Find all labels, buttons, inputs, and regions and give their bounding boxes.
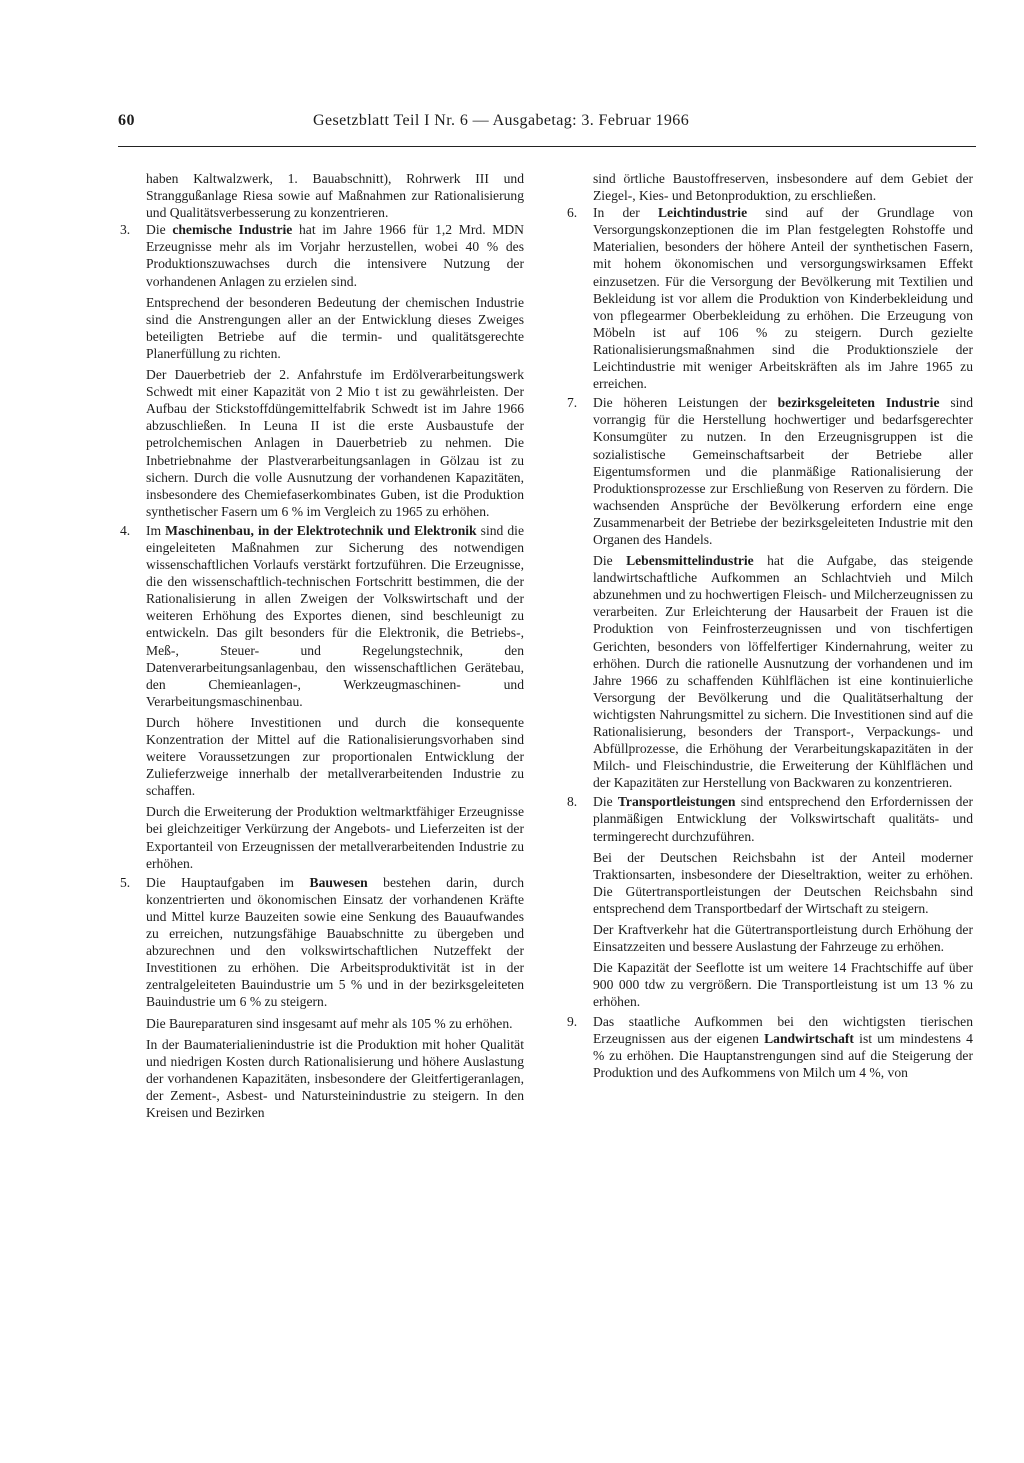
text: sind auf der Grundlage von Versorgungskonzeptionen die im Plan festgelegten Rohstoffe und Materialien, besonders der höhere Anteil der synthetischen Fasern, mit hohem ökonomischen und versorgungswirksamen Effekt einzusetzen. Für die Versorgung der Bevölkerung mit Textilien und Bekleidung ist vor allem die Produktion von Kinderbekleidung und von pflegearmer Oberbekleidung zu erhöhen. Die Erzeugung von Möbeln ist auf 106 % zu steigern. Durch gezielte Rationalisierungsmaßnahmen sind die Produktionsziele der Leichtindustrie mit weniger Arbeitskräften als im Jahre 1965 zu erreichen. [593,205,973,392]
right-column [567,170,973,1083]
section-4 [120,522,524,872]
text: Die Hauptaufgaben im [146,874,310,890]
section-number: 8. [567,794,578,810]
text: Im [146,522,166,538]
section-8-paragraph-2: Bei der Deutschen Reichsbahn ist der Anteil moderner Traktionsarten, insbesondere der Dieseltraktion, weiter zu erhöhen. Die Gütertransportleistungen der Deutschen Reichsbahn sind entsprechend dem Transportbedarf der Wirtschaft zu steigern. [593,849,973,916]
section-number: 4. [120,522,131,538]
section-7-keyword: bezirksgeleiteten Industrie [777,395,940,411]
section-7-paragraph-2 [593,552,973,791]
section-4-lead [146,522,524,710]
section-8-paragraph-4: Die Kapazität der Seeflotte ist um weitere 14 Frachtschiffe auf über 900 000 tdw zu vergrößern. Die Transportleistung ist um 13 % zu erhöhen. [593,960,973,1010]
section-5-paragraph-2: Die Baureparaturen sind insgesamt auf mehr als 105 % zu erhöhen. [146,1015,513,1031]
section-3-lead [146,221,524,289]
section-9-lead [593,1013,973,1081]
section-3 [120,221,524,520]
section-5-keyword: Bauwesen [309,874,368,890]
section-5 [120,874,524,1121]
section-number: 6. [567,205,578,221]
text: Das staatliche Aufkommen bei den wichtigsten tierischen Erzeugnissen aus der eigenen [593,1013,973,1046]
section-8-lead [593,793,973,844]
text: sind entsprechend den Erfordernissen der planmäßigen Entwicklung der Volkswirtschaft qualitäts- und termingerecht durchzuführen. [593,794,974,844]
section-4-paragraph-2: Durch höhere Investitionen und durch die konsequente Konzentration der Mittel auf die Rationalisierungsvorhaben sind weitere Voraussetzungen zur proportionalen Entwicklung der Zulieferzweige innerhalb der metallverarbeitenden Industrie zu schaffen. [146,714,524,799]
section-3-keyword: chemische Industrie [172,222,293,238]
header-rule [118,146,976,147]
text: bestehen darin, durch konzentrierten und ökonomischen Einsatz der vorhandenen Kräfte und Mittel kurze Bauzeiten sowie eine Senkung des Bauaufwandes zu erreichen, nutzungsfähige Bauabschnitte zu übergeben und abzurechnen und den volkswirtschaftlichen Nutzeffekt der Investitionen zu erhöhen. Die Arbeitsproduktivität ist in der zentralgeleiteten Bauindustrie um 5 % und in der bezirksgeleiteten Bauindustrie um 6 % zu steigern. [146,874,524,1010]
section-9 [567,1013,973,1081]
section-5-paragraph-3: In der Baumaterialienindustrie ist die Produktion mit hoher Qualität und niedrigen Kosten durch Rationalisierung und höhere Auslastung der vorhandenen Kapazitäten, insbesondere der Gleitfertigeranlagen, der Zement-, Asbest- und Natursteinindustrie zu steigern. In den Kreisen und Bezirken [146,1036,524,1120]
right-intro-paragraph: sind örtliche Baustoffreserven, insbesondere auf dem Gebiet der Ziegel-, Kies- und Betonproduktion, zu erschließen. [593,171,973,204]
section-number: 3. [120,222,131,238]
page-header [118,112,976,146]
left-intro-paragraph: haben Kaltwalzwerk, 1. Bauabschnitt), Rohrwerk III und Stranggußanlage Riesa sowie auf Maßnahmen zur Rationalisierung und Qualitätsverbesserung zu konzentrieren. [146,171,524,221]
text: hat die Aufgabe, das steigende landwirtschaftliche Aufkommen an Schlachtvieh und Milch abzunehmen und zu hochwertigen Fleisch- und Milcherzeugnissen zu verarbeiten. Zur Erleichterung der Hausarbeit der Frauen ist die Produktion von Feinfrosterzeugnissen und von tischfertigen Gerichten, besonders von löffelfertiger Kindernahrung, weiter zu erhöhen. Durch die rationelle Ausnutzung der vorhandenen und im Jahre 1966 zu schaffenden Kühlflächen ist eine kontinuierliche Versorgung der Bevölkerung und die Qualitätserhaltung der wichtigsten Nahrungsmittel zu sichern. Die Investitionen sind auf die Rationalisierung, besonders der Transport-, Verpackungs- und Abfüllprozesse, die Erhöhung der Verarbeitungskapazitäten in der Milch- und Fleischindustrie, die Erweiterung der Kühlflächen und der Kapazitäten zur Herstellung von Backwaren zu konzentrieren. [593,553,973,791]
section-number: 7. [567,395,578,411]
section-6-keyword: Leichtindustrie [657,205,748,221]
section-9-keyword: Landwirtschaft [764,1030,854,1046]
left-column [120,170,524,1123]
section-8-keyword: Transportleistungen [617,794,736,810]
section-7-keyword-2: Lebensmittelindustrie [626,553,754,569]
header-title: Gesetzblatt Teil I Nr. 6 — Ausgabetag: 3. Februar 1966 [313,112,690,129]
text: ist um mindestens 4 % zu erhöhen. Die Hauptanstrengungen sind auf die Steigerung der Produktion und des Aufkommens von Milch um 4 %, von [593,1030,973,1080]
text: Die höheren Leistungen der [593,395,778,411]
section-6 [567,204,973,392]
text: Die [593,794,618,810]
section-3-paragraph-2: Entsprechend der besonderen Bedeutung der chemischen Industrie sind die Anstrengungen aller an der Entwicklung dieses Zweiges beteiligten Betriebe auf die termin- und qualitätsgerechte Planerfüllung zu richten. [146,294,524,361]
text: hat im Jahre 1966 für 1,2 Mrd. MDN Erzeugnisse mehr als im Vorjahr herzustellen, wobei 40 % des Produktionszuwachses durch die intensivere Nutzung der vorhandenen Anlagen zu erzielen sind. [146,222,524,289]
section-4-paragraph-3: Durch die Erweiterung der Produktion weltmarktfähiger Erzeugnisse bei gleichzeitiger Verkürzung der Angebots- und Lieferzeiten ist der Exportanteil von Erzeugnissen der metallverarbeitenden Industrie zu erhöhen. [146,804,524,871]
text: sind die eingeleiteten Maßnahmen zur Sicherung des notwendigen wissenschaftlichen Vorlaufs verstärkt fortzuführen. Die Erzeugnisse, die den wissenschaftlich-technischen Fortschritt bestimmen, die der Rationalisierung in allen Zweigen der Volkswirtschaft und der weiteren Erhöhung des Exportes dienen, sind beschleunigt zu entwickeln. Das gilt besonders für die Elektronik, die Betriebs-, Meß-, Steuer- und Regelungstechnik, den Datenverarbeitungsanlagenbau, den wissenschaftlichen Gerätebau, den Chemieanlagen-, Werkzeugmaschinen- und Verarbeitungsmaschinenbau. [146,522,524,709]
text: sind vorrangig für die Herstellung hochwertiger und bedarfsgerechter Konsumgüter zu nutzen. In den Erzeugnisgruppen ist die sozialistische Gemeinschaftsarbeit der Betriebe aller Eigentumsformen und die planmäßige Rationalisierung der Produktionsprozesse zur Erschließung von Reserven zu fördern. Die wachsenden Ansprüche der Bevölkerung erfordern eine enge Zusammenarbeit der Betriebe der bezirksgeleiteten Industrie mit den Organen des Handels. [593,395,974,547]
section-7-lead [593,394,973,548]
section-7 [567,394,973,791]
text: In der [593,205,658,221]
text: Die [593,553,627,569]
section-4-keyword: Maschinenbau, in der Elektrotechnik und Elektronik [165,522,477,538]
section-number: 9. [567,1013,578,1029]
section-8 [567,793,973,1010]
section-number: 5. [120,874,131,890]
text: Die [146,222,173,238]
section-3-paragraph-3: Der Dauerbetrieb der 2. Anfahrstufe im Erdölverarbeitungswerk Schwedt mit einer Kapazität von 2 Mio t ist zu gewährleisten. Der Aufbau der Stickstoffdüngemittelfabrik Schwedt ist im Jahre 1966 abzuschließen. In Leuna II ist die erste Ausbaustufe der petrolchemischen Anlagen in Dauerbetrieb zu nehmen. Die Inbetriebnahme der Plastverarbeitungsanlagen in Gölzau ist zu sichern. Durch die volle Ausnutzung der vorhandenen Kapazitäten, insbesondere des Chemiefaserkombinates Guben, ist die Produktion synthetischer Fasern um 6 % im Vergleich zu 1965 zu erhöhen. [146,367,524,519]
section-8-paragraph-3: Der Kraftverkehr hat die Gütertransportleistung durch Erhöhung der Einsatzzeiten und bessere Auslastung der Fahrzeuge zu erhöhen. [593,922,973,955]
section-5-lead [146,874,524,1011]
section-6-lead [593,204,973,392]
page-number: 60 [118,112,135,129]
